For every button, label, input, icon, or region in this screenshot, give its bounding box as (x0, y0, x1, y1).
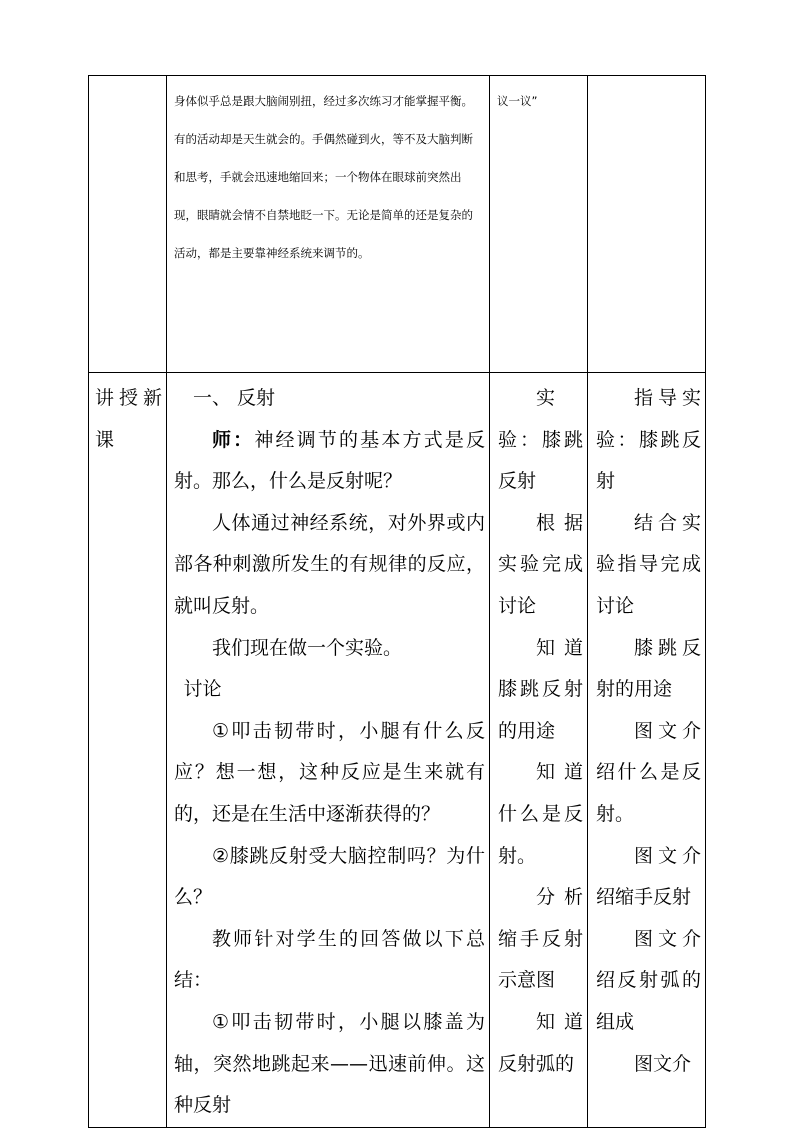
student-activity-item: 实验：膝跳反射 (498, 387, 583, 493)
student-activity-cell (490, 373, 588, 1128)
discussion-label: 讨论 (183, 678, 222, 701)
teacher-activity-item: 图文介绍缩手反射 (596, 844, 701, 909)
teacher-activity-item: 结合实验指导完成讨论 (596, 511, 701, 617)
teacher-activity-item: 图文介绍反射弧的组成 (596, 927, 701, 1033)
discussion-question-1: ①叩击韧带时，小腿有什么反应？想一想，这种反应是生来就有的，还是在生活中逐渐获得的？ (174, 719, 485, 825)
student-activity-item: 知道反射弧的 (498, 1010, 583, 1075)
summary-intro: 教师针对学生的回答做以下总结： (174, 927, 485, 992)
teacher-activity-cell (588, 373, 706, 1128)
stage-label: 讲授新课 (95, 387, 162, 451)
discussion-question-2: ②膝跳反射受大脑控制吗？为什么？ (174, 844, 485, 909)
summary-answer-1: ①叩击韧带时，小腿以膝盖为轴，突然地跳起来——迅速前伸。这种反射 (174, 1010, 485, 1117)
teacher-activity-item: 膝跳反射的用途 (596, 636, 701, 701)
row1-col1-cell (89, 76, 167, 373)
row1-student-activity-cell: 议一议” (490, 76, 588, 373)
teacher-activity-item: 图文介绍什么是反射。 (596, 719, 701, 825)
row1-teacher-activity-cell (588, 76, 706, 373)
reflex-definition: 人体通过神经系统，对外界或内部各种刺激所发生的有规律的反应，就叫反射。 (174, 511, 485, 617)
student-activity-item: 根据实验完成讨论 (498, 511, 583, 617)
content-cell (167, 373, 490, 1128)
table-row (89, 76, 706, 373)
experiment-text: 我们现在做一个实验。 (212, 636, 403, 659)
section-title: 一、 反射 (193, 387, 276, 409)
teacher-activity-item: 图文介 (634, 1052, 692, 1075)
row1-content-cell: 身体似乎总是跟大脑闹别扭，经过多次练习才能掌握平衡。有的活动却是天生就会的。手偶然碰到火，等不及大脑判断和思考，手就会迅速地缩回来；一个物体在眼球前突然出现，眼睛就会情不自禁地眨一下。无论是简单的还是复杂的活动，都是主要靠神经系统来调节的。 (167, 76, 490, 373)
teacher-label: 师： (212, 428, 255, 451)
table-row (89, 373, 706, 1128)
stage-label-cell (89, 373, 167, 1128)
student-activity-item: 分析缩手反射示意图 (498, 886, 583, 992)
student-activity-item: 知道膝跳反射的用途 (498, 636, 583, 742)
lesson-plan-table (88, 75, 706, 1128)
student-activity-item: 知道什么是反射。 (498, 761, 583, 867)
teacher-activity-item: 指导实验：膝跳反射 (596, 387, 701, 493)
teacher-question (174, 420, 485, 503)
teacher-text: 神经调节的基本方式是反射。那么，什么是反射呢？ (174, 428, 485, 493)
